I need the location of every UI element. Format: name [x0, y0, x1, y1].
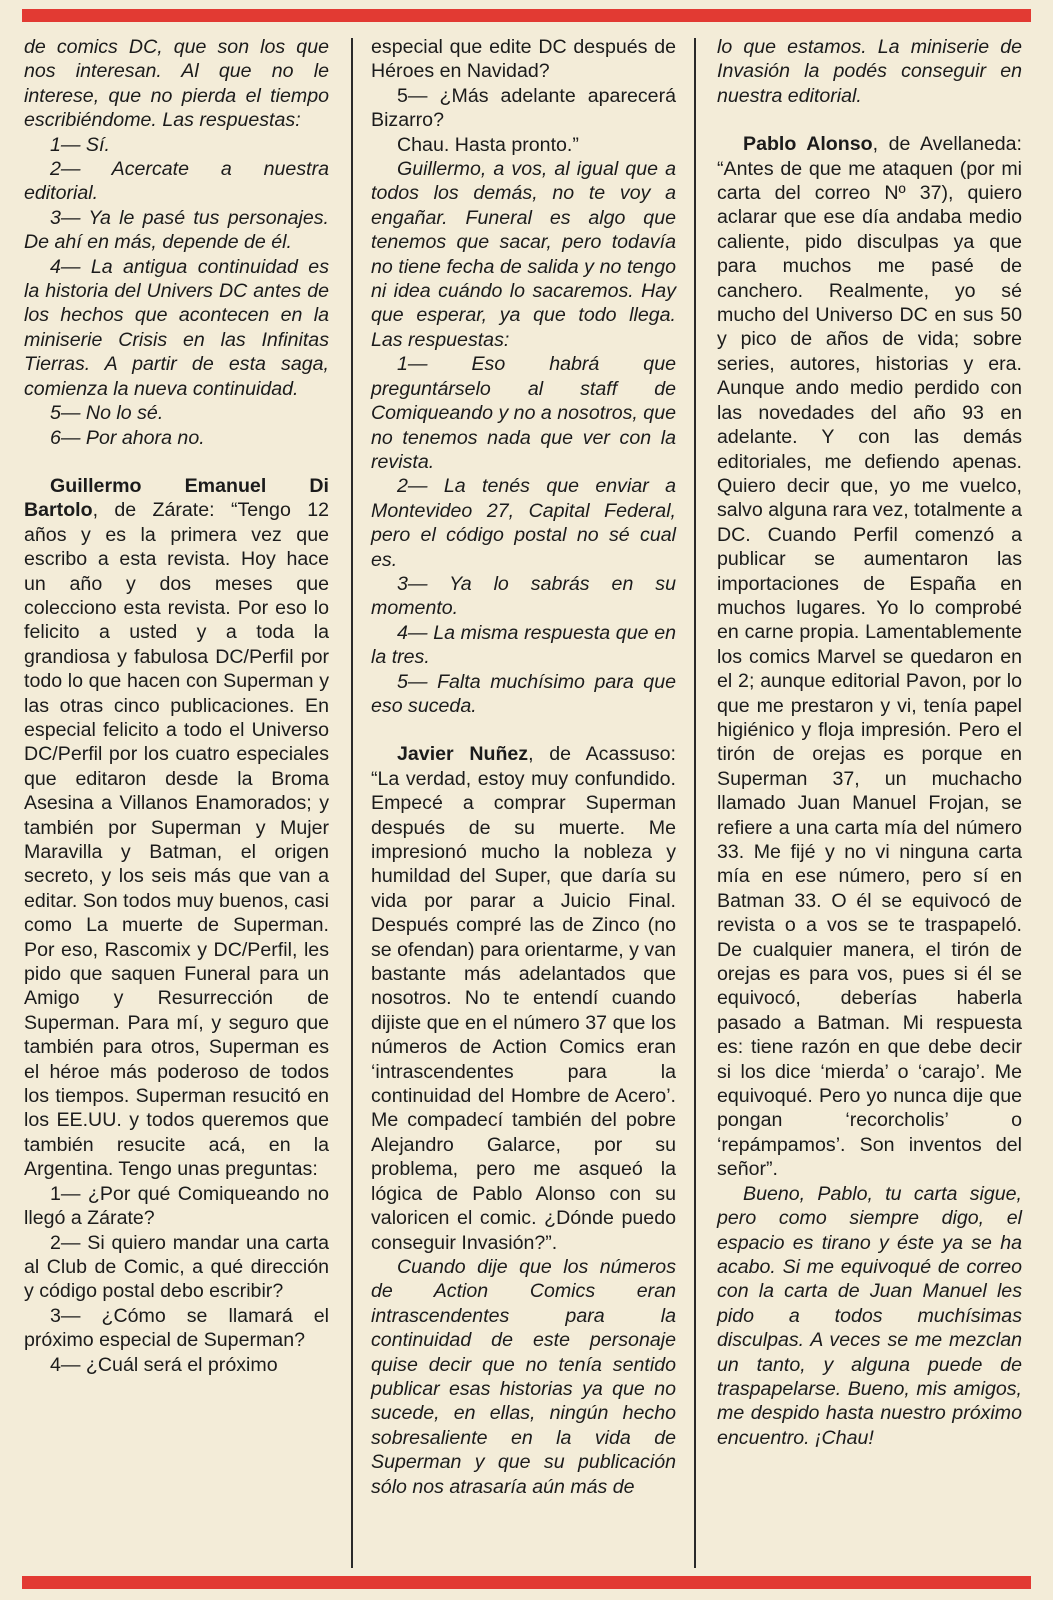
editor-reply-paragraph	[24, 35, 329, 133]
text-column-1	[24, 35, 329, 1377]
paragraph-text: 4— La misma respuesta que en la tres.	[371, 621, 676, 669]
paragraph-text: lo que estamos. La miniserie de Invasión la podés conseguir en nuestra editorial.	[717, 36, 1022, 107]
paragraph-text: 6— Por ahora no.	[50, 426, 205, 449]
paragraph-text: 2— Si quiero mandar una carta al Club de Comic, a qué dirección y código postal debo escribir?	[24, 1231, 329, 1303]
paragraph-text: 3— Ya le pasé tus personajes. De ahí en más, depende de él.	[24, 206, 329, 254]
top-red-bar	[22, 9, 1031, 22]
letter-paragraph	[371, 84, 676, 133]
text-column-3	[717, 35, 1022, 1450]
column-divider	[694, 38, 696, 1568]
bottom-red-bar	[22, 1576, 1031, 1589]
paragraph-text: especial que edite DC después de Héroes en Navidad?	[371, 36, 676, 83]
letter-paragraph	[24, 1304, 329, 1353]
paragraph-text: Chau. Hasta pronto.”	[397, 133, 579, 156]
letter-paragraph	[371, 742, 676, 1255]
paragraph-text: Guillermo, a vos, al igual que a todos los demás, no te voy a engañar. Funeral es algo que tenemos que sacar, pero todavía no tiene fecha de salida y no tengo ni idea cuándo lo sacaremos. Hay que esperar, ya que todo llega. Las respuestas:	[371, 158, 676, 351]
letter-author: Pablo Alonso	[743, 133, 873, 156]
editor-reply-paragraph	[717, 35, 1022, 108]
letter-author: Guillermo Emanuel Di Bartolo	[24, 474, 329, 522]
text-column-2	[371, 35, 676, 1499]
editor-reply-paragraph	[24, 206, 329, 255]
editor-reply-paragraph	[24, 401, 329, 425]
paragraph-text: 1— Sí.	[50, 133, 110, 156]
letter-paragraph	[717, 132, 1022, 1181]
paragraph-text: 5— Falta muchísimo para que eso suceda.	[371, 670, 676, 717]
paragraph-text: 5— No lo sé.	[50, 402, 164, 425]
paragraph-text: 4— ¿Cuál será el próximo	[50, 1353, 278, 1376]
paragraph-text: , de Acassuso: “La verdad, estoy muy confundido. Empecé a comprar Superman después de su muerte. Me impresionó mucho la nobleza y humildad del Super, que daría su vida por parar a Juicio Final. Después compré las de Zinco (no se ofendan) para orientarme, y van bastante más adelantados que nosotros. No te entendí cuando dijiste que en el número 37 que los números de Action Comics eran ‘intrascendentes para la continuidad del Hombre de Acero’. Me compadecí también del pobre Alejandro Galarce, por su problema, pero me asqueó la lógica de Pablo Alonso con su valoricen el comic. ¿Dónde puedo conseguir Invasión?”.	[371, 743, 676, 1254]
editor-reply-paragraph	[371, 670, 676, 719]
paragraph-text: Cuando dije que los números de Action Comics eran intrascendentes para la continuidad de este personaje quise decir que no tenía sentido publicar esas historias ya que no sucede, en ellas, ningún hecho sobresaliente en la vida de Superman y que su publicación sólo nos atrasaría aún más de	[371, 1255, 676, 1498]
column-divider	[351, 38, 353, 1568]
editor-reply-paragraph	[371, 1255, 676, 1499]
letter-paragraph	[371, 133, 676, 157]
paragraph-text: Bueno, Pablo, tu carta sigue, pero como siempre digo, el espacio es tirano y éste ya se ha acabo. Si me equivoqué de correo con la carta de Juan Manuel les pido a todos muchísimas disculpas. A veces se me mezclan un tanto, y alguna puede de traspapelarse. Bueno, mis amigos, me despido hasta nuestro próximo encuentro. ¡Chau!	[717, 1182, 1022, 1449]
paragraph-text: 4— La antigua continuidad es la historia del Univers DC antes de los hechos que acontecen en la miniserie Crisis en las Infinitas Tierras. A partir de esta saga, comienza la nueva continuidad.	[24, 255, 329, 400]
letter-paragraph	[24, 1231, 329, 1304]
paragraph-text: 2— Acercate a nuestra editorial.	[24, 158, 329, 205]
paragraph-text: , de Zárate: “Tengo 12 años y es la primera vez que escribo a esta revista. Hoy hace un año y dos meses que colecciono esta revista. Por eso lo felicito a usted y a toda la grandiosa y fabulosa DC/Perfil por todo lo que hacen con Superman y las otras cinco publicaciones. En especial felicito a todo el Universo DC/Perfil por los cuatro especiales que editaron desde la Broma Asesina a Villanos Enamorados; y también por Superman y Mujer Maravilla y Batman, el origen secreto, y los seis más que van a editar. Son todos muy buenos, casi como La muerte de Superman. Por eso, Rascomix y DC/Perfil, les pido que saquen Funeral para un Amigo y Resurrección de Superman. Para mí, y seguro que también para otros, Superman es el héroe más poderoso de todos los tiempos. Superman resucitó en los EE.UU. y todos queremos que también resucite acá, en la Argentina. Tengo unas preguntas:	[24, 499, 329, 1181]
editor-reply-paragraph	[371, 621, 676, 670]
paragraph-text: 3— Ya lo sabrás en su momento.	[371, 572, 676, 620]
editor-reply-paragraph	[717, 1182, 1022, 1450]
paragraph-text: 5— ¿Más adelante aparecerá Bizarro?	[371, 84, 676, 132]
letter-paragraph	[24, 1182, 329, 1231]
letter-paragraph	[24, 474, 329, 1182]
editor-reply-paragraph	[24, 133, 329, 157]
letter-paragraph	[24, 1353, 329, 1377]
editor-reply-paragraph	[24, 157, 329, 206]
editor-reply-paragraph	[24, 426, 329, 450]
editor-reply-paragraph	[371, 474, 676, 572]
letter-paragraph	[371, 35, 676, 84]
paragraph-text: 3— ¿Cómo se llamará el próximo especial de Superman?	[24, 1304, 329, 1352]
paragraph-text: de comics DC, que son los que nos interesan. Al que no le interese, que no pierda el tiempo escribiéndome. Las respuestas:	[24, 36, 329, 132]
editor-reply-paragraph	[371, 572, 676, 621]
paragraph-text: 1— ¿Por qué Comiqueando no llegó a Zárate?	[24, 1182, 329, 1230]
paragraph-text: 1— Eso habrá que preguntárselo al staff de Comiqueando y no a nosotros, que no tenemos nada que ver con la revista.	[371, 353, 676, 473]
editor-reply-paragraph	[371, 352, 676, 474]
paragraph-text: 2— La tenés que enviar a Montevideo 27, Capital Federal, pero el código postal no sé cual es.	[371, 475, 676, 571]
paragraph-text: , de Avellaneda: “Antes de que me ataquen (por mi carta del correo Nº 37), quiero aclarar que ese día andaba medio caliente, pido disculpas ya que para muchos me pasé de canchero. Realmente, yo sé mucho del Universo DC en sus 50 y pico de años de vida; sobre series, autores, historias y era. Aunque ando medio perdido con las novedades del año 93 en adelante. Y con las demás editoriales, me defiendo apenas. Quiero decir que, yo me vuelco, salvo alguna rara vez, totalmente a DC. Cuando Perfil comenzó a publicar se aumentaron las importaciones de España en muchos lugares. Yo lo comprobé en carne propia. Lamentablemente los comics Marvel se quedaron en el 2; aunque editorial Pavon, por lo que me prestaron y vi, tenía papel higiénico y floja impresión. Pero el tirón de orejas es porque en Superman 37, un muchacho llamado Juan Manuel Frojan, se refiere a una carta mía del número 33. Me fijé y no vi ninguna carta mía en ese número, pero sí en Batman 33. O él se equivocó de revista o a vos se te traspapeló. De cualquier manera, el tirón de orejas es para vos, pues si él se equivocó, deberías haberla pasado a Batman. Mi respuesta es: tiene razón en que debe decir si los dice ‘mierda’ o ‘carajo’. Me equivoqué. Pero yo nunca dije que pongan ‘recorcholis’ o ‘repámpamos’. Son inventos del señor”.	[717, 133, 1022, 1181]
editor-reply-paragraph	[371, 157, 676, 352]
editor-reply-paragraph	[24, 255, 329, 401]
letter-author: Javier Nuñez	[397, 743, 529, 766]
